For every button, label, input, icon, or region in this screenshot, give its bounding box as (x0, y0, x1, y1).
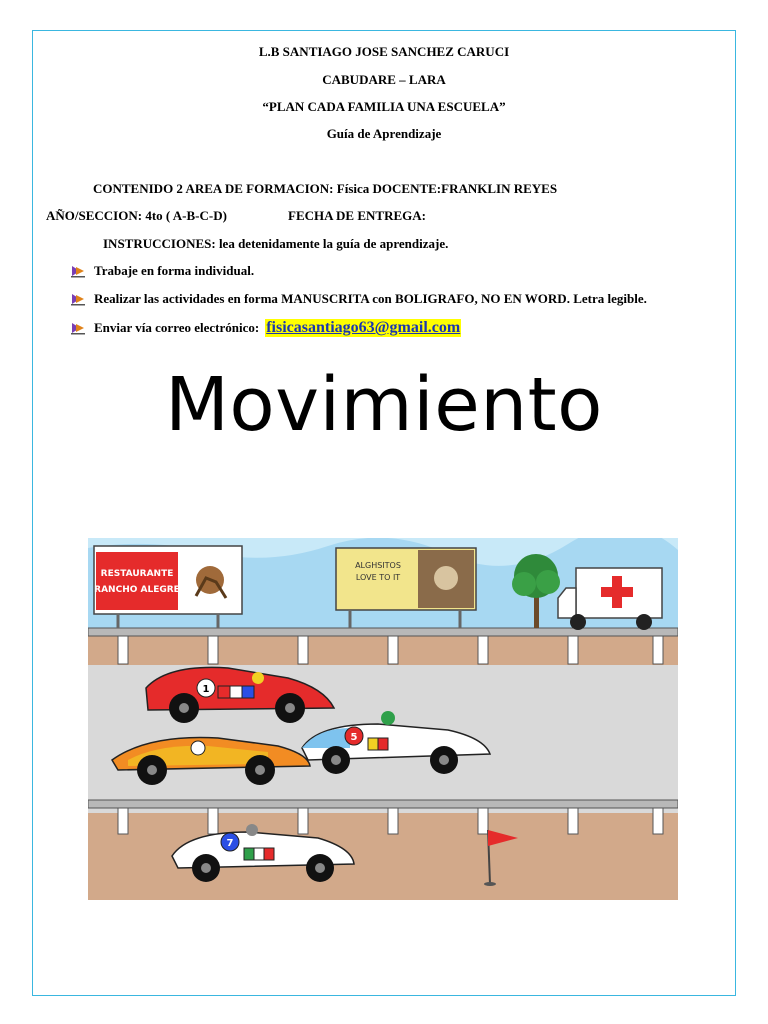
arrow-bullet-icon (70, 264, 86, 278)
billboard-text: RANCHO ALEGRE (94, 585, 180, 595)
school-name: L.B SANTIAGO JOSE SANCHEZ CARUCI (258, 44, 510, 59)
bullet-item (70, 319, 461, 337)
car-number: 7 (226, 838, 234, 849)
billboard-text: RESTAURANTE (100, 569, 174, 579)
billboard-text: LOVE TO IT (355, 573, 401, 582)
plan-title: “PLAN CADA FAMILIA UNA ESCUELA” (262, 99, 506, 114)
bullet-text: Trabaje en forma individual. (94, 263, 255, 278)
dirt-strip (88, 633, 678, 665)
car-number: 5 (350, 732, 358, 743)
billboard-text: ALGHSITOS (355, 561, 401, 570)
bullet-text: Enviar vía correo electrónico: (94, 320, 260, 335)
guide-title: Guía de Aprendizaje (326, 126, 442, 141)
arrow-bullet-icon (70, 292, 86, 306)
page-title: Movimiento (165, 362, 603, 448)
delivery-date: FECHA DE ENTREGA: (288, 208, 426, 223)
instructions-line: INSTRUCCIONES: lea detenidamente la guía de aprendizaje. (103, 236, 449, 251)
bullet-text: Realizar las actividades en forma MANUSCRITA con BOLIGRAFO, NO EN WORD. Letra legible. (94, 291, 647, 306)
content-line: CONTENIDO 2 AREA DE FORMACION: Física DOCENTE:FRANKLIN REYES (93, 181, 558, 196)
section-line: AÑO/SECCION: 4to ( A-B-C-D) (46, 208, 227, 223)
school-location: CABUDARE – LARA (322, 72, 446, 87)
bullet-item (70, 291, 647, 307)
race-cars-illustration (88, 538, 678, 900)
email-link[interactable]: fisicasantiago63@gmail.com (266, 319, 461, 336)
car-number: 1 (202, 684, 210, 695)
arrow-bullet-icon (70, 321, 86, 335)
bullet-item (70, 263, 254, 279)
